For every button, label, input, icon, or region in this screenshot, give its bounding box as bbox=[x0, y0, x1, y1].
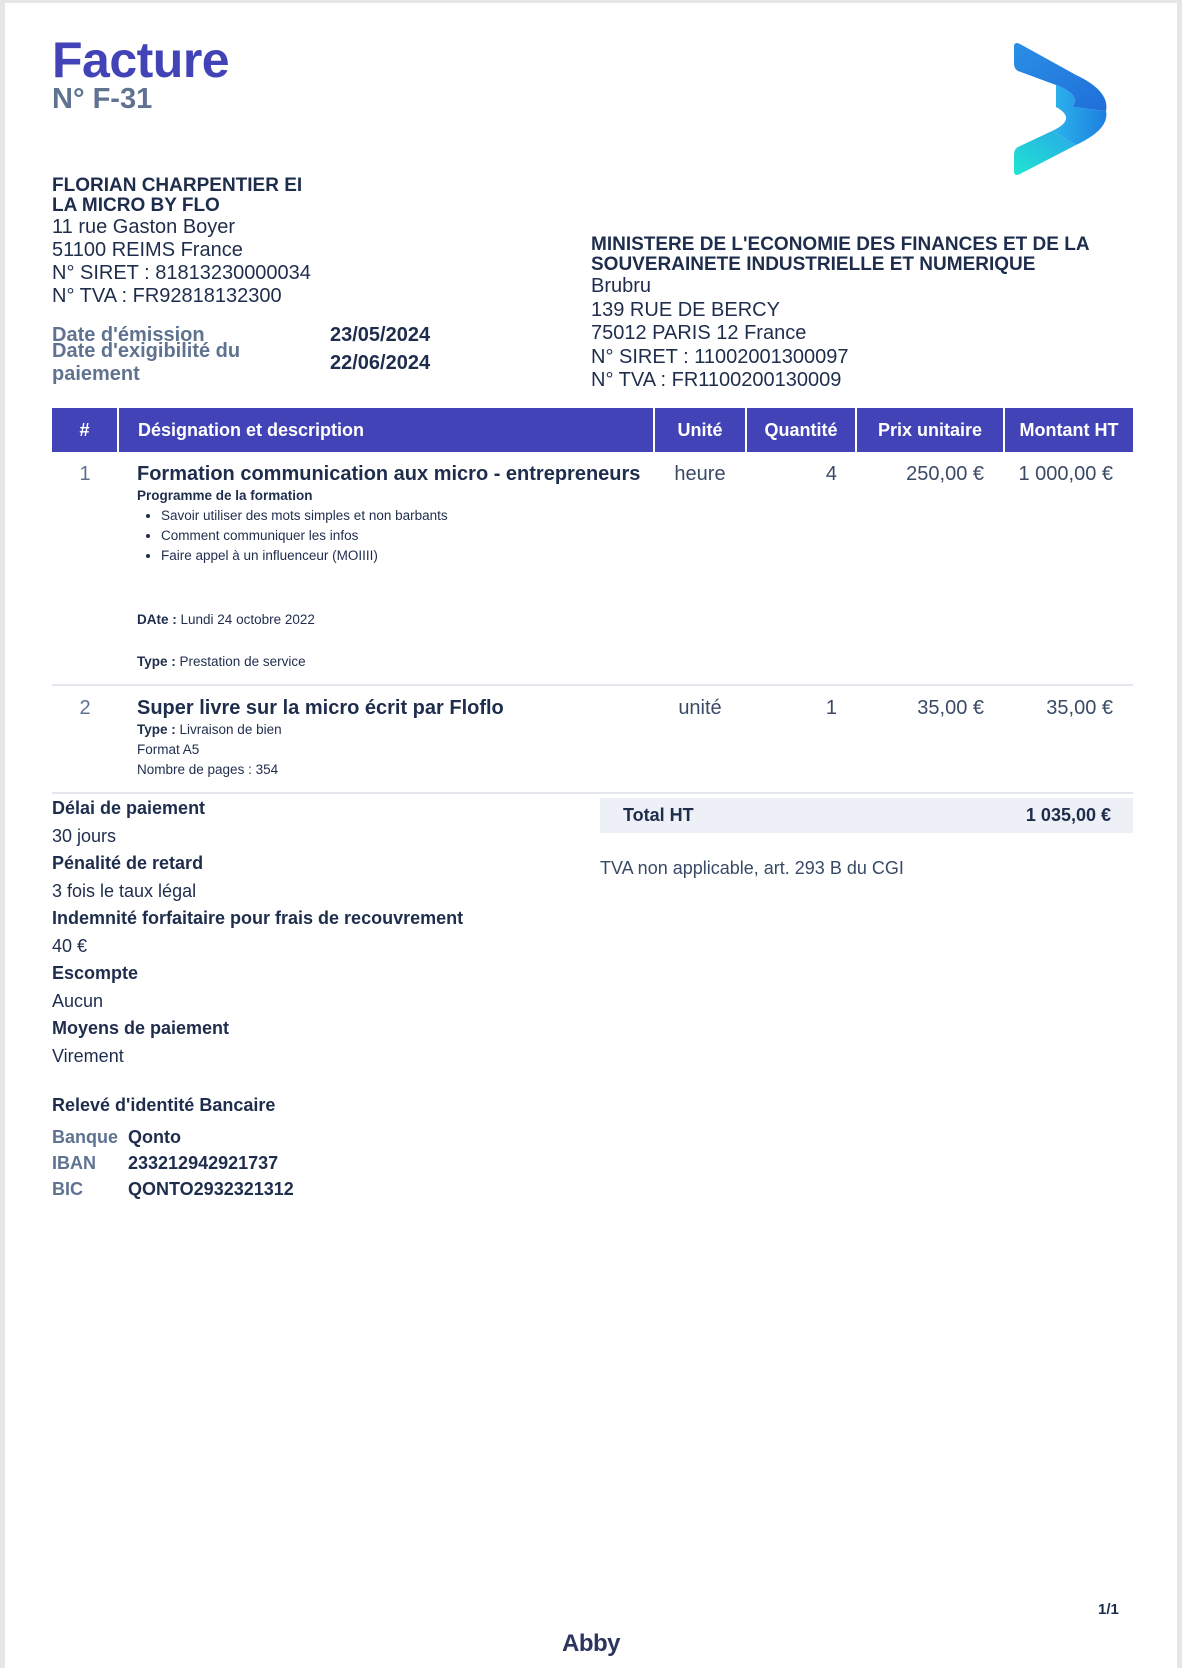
discount-label: Escompte bbox=[52, 963, 139, 983]
invoice-items-table bbox=[52, 408, 1133, 794]
payment-methods-value: Virement bbox=[52, 1046, 124, 1066]
client-address: 139 RUE DE BERCY bbox=[591, 298, 780, 321]
brand-logo: Abby bbox=[562, 1630, 620, 1657]
col-header-num: # bbox=[52, 408, 118, 452]
total-ht-value: 1 035,00 € bbox=[1025, 805, 1111, 825]
item-number: 1 bbox=[52, 452, 118, 685]
iban-label: IBAN bbox=[52, 1152, 96, 1173]
item-quantity: 4 bbox=[746, 452, 856, 685]
discount-value: Aucun bbox=[52, 991, 104, 1011]
client-city: 75012 PARIS 12 France bbox=[591, 322, 807, 344]
invoice-page bbox=[5, 3, 1177, 1668]
list-item: • Faire appel à un influenceur (MOIIII) bbox=[161, 546, 644, 566]
total-ht-label: Total HT bbox=[623, 805, 694, 825]
recovery-fee-value: 40 € bbox=[52, 936, 88, 956]
sender-tva: N° TVA : FR92818132300 bbox=[52, 285, 282, 307]
sender-city: 51100 REIMS France bbox=[52, 239, 243, 261]
list-item: • Comment communiquer les infos bbox=[161, 526, 644, 546]
client-block bbox=[591, 235, 1111, 393]
table-header-row bbox=[52, 408, 1133, 452]
item-date-label: DAte : bbox=[137, 612, 177, 627]
item-type-value: Prestation de service bbox=[179, 654, 306, 669]
bank-details bbox=[52, 1124, 294, 1202]
item-unit-price: 250,00 € bbox=[856, 452, 1004, 685]
payment-delay-label: Délai de paiement bbox=[52, 798, 206, 818]
payment-terms bbox=[52, 795, 463, 1070]
col-header-quantity: Quantité bbox=[746, 408, 856, 452]
payment-methods-label: Moyens de paiement bbox=[52, 1018, 230, 1038]
col-header-amount: Montant HT bbox=[1004, 408, 1133, 452]
bic-label: BIC bbox=[52, 1178, 83, 1199]
item-type-label: Type : bbox=[137, 722, 176, 737]
client-contact: Brubru bbox=[591, 275, 652, 297]
bank-value: Qonto bbox=[128, 1126, 181, 1147]
item-amount: 35,00 € bbox=[1004, 685, 1133, 793]
client-tva: N° TVA : FR1100200130009 bbox=[591, 369, 842, 391]
invoice-title: Facture bbox=[52, 32, 230, 88]
item-pages: Nombre de pages : 354 bbox=[137, 762, 279, 777]
sender-address: 11 rue Gaston Boyer bbox=[52, 216, 236, 238]
item-unit: heure bbox=[654, 452, 746, 685]
item-number: 2 bbox=[52, 685, 118, 793]
issue-date-value: 23/05/2024 bbox=[330, 323, 431, 346]
late-penalty-value: 3 fois le taux légal bbox=[52, 881, 197, 901]
list-item: • Savoir utiliser des mots simples et non barbants bbox=[161, 506, 644, 526]
item-description bbox=[118, 452, 654, 685]
iban-value: 233212942921737 bbox=[128, 1152, 279, 1173]
vat-note: TVA non applicable, art. 293 B du CGI bbox=[600, 858, 904, 878]
col-header-description: Désignation et description bbox=[118, 408, 654, 452]
sender-block bbox=[52, 176, 311, 308]
item-title: Super livre sur la micro écrit par Floflo bbox=[137, 697, 504, 719]
item-date-value: Lundi 24 octobre 2022 bbox=[180, 612, 315, 627]
item-unit: unité bbox=[654, 685, 746, 793]
bank-details-title: Relevé d'identité Bancaire bbox=[52, 1095, 276, 1115]
due-date-value: 22/06/2024 bbox=[330, 351, 431, 374]
sender-siret: N° SIRET : 81813230000034 bbox=[52, 262, 311, 284]
bank-label: Banque bbox=[52, 1126, 119, 1147]
sender-name: FLORIAN CHARPENTIER EI bbox=[52, 175, 303, 196]
issue-date-label: Date d'émission bbox=[52, 323, 205, 346]
program-label: Programme de la formation bbox=[137, 488, 313, 503]
sender-trade-name: LA MICRO BY FLO bbox=[52, 195, 220, 216]
item-type-label: Type : bbox=[137, 654, 176, 669]
late-penalty-label: Pénalité de retard bbox=[52, 853, 204, 873]
company-logo-icon bbox=[1012, 41, 1116, 177]
item-type-value: Livraison de bien bbox=[179, 722, 282, 737]
item-format: Format A5 bbox=[137, 742, 200, 757]
item-unit-price: 35,00 € bbox=[856, 685, 1004, 793]
col-header-unit: Unité bbox=[654, 408, 746, 452]
page-indicator: 1/1 bbox=[1098, 1601, 1119, 1618]
col-header-unit-price: Prix unitaire bbox=[856, 408, 1004, 452]
recovery-fee-label: Indemnité forfaitaire pour frais de recouvrement bbox=[52, 908, 464, 928]
program-list bbox=[137, 506, 644, 566]
client-siret: N° SIRET : 11002001300097 bbox=[591, 345, 849, 368]
invoice-dates bbox=[52, 321, 431, 385]
item-description bbox=[118, 685, 654, 793]
payment-delay-value: 30 jours bbox=[52, 826, 117, 846]
table-row bbox=[52, 452, 1133, 685]
total-ht-row bbox=[600, 798, 1133, 833]
bic-value: QONTO2932321312 bbox=[128, 1178, 294, 1199]
invoice-number: N° F-31 bbox=[52, 83, 153, 115]
item-quantity: 1 bbox=[746, 685, 856, 793]
due-date-label: Date d'exigibilité du paiement bbox=[52, 340, 241, 385]
client-name: MINISTERE DE L'ECONOMIE DES FINANCES ET DE LA SOUVERAINETE INDUSTRIELLE ET NUMERIQUE bbox=[591, 234, 1089, 275]
item-amount: 1 000,00 € bbox=[1004, 452, 1133, 685]
item-title: Formation communication aux micro - entrepreneurs bbox=[137, 463, 641, 485]
table-row bbox=[52, 685, 1133, 793]
